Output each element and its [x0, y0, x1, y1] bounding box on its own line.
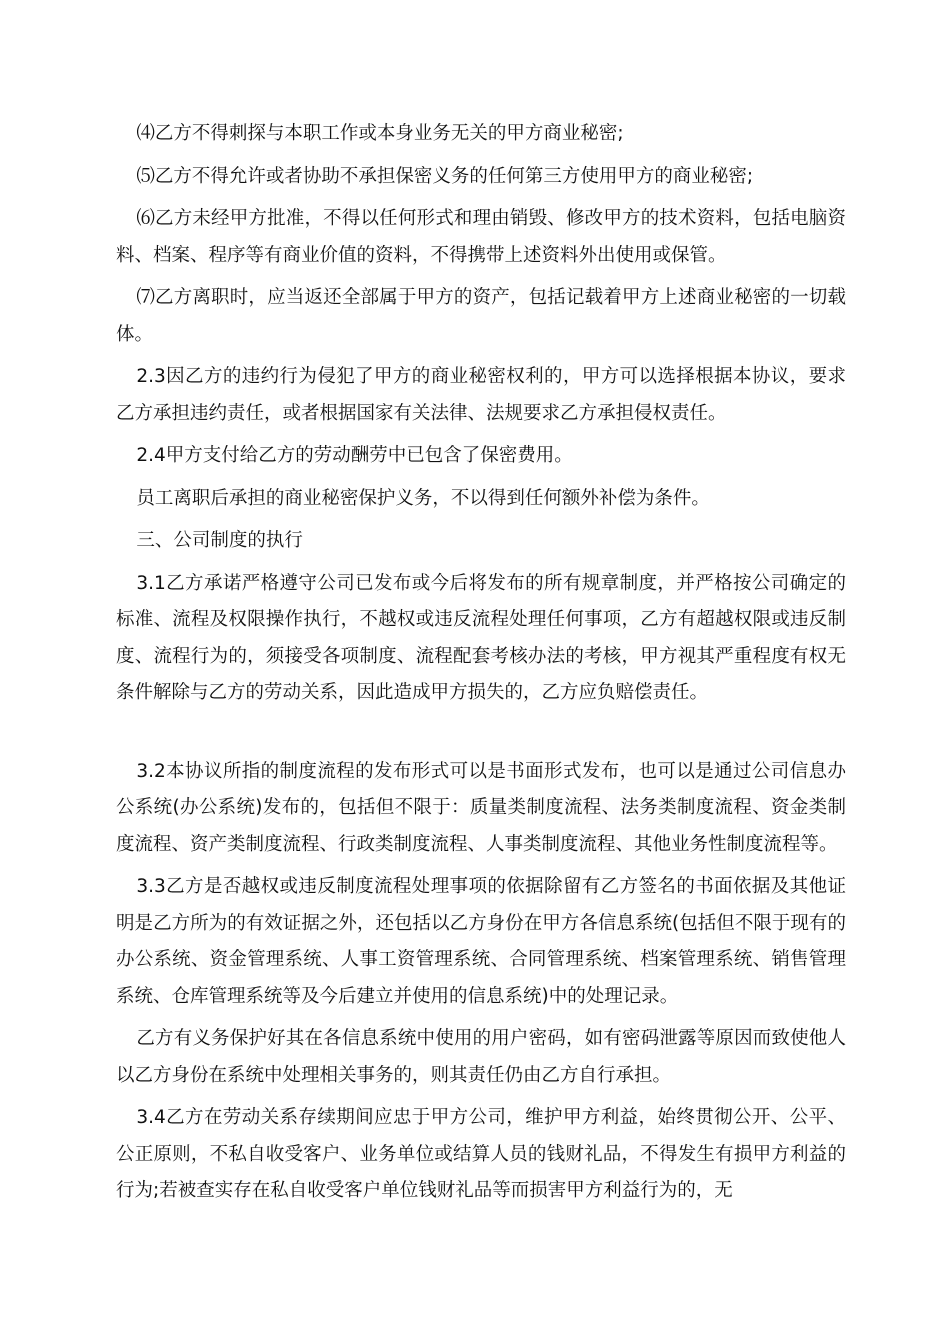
clause-6: ⑹乙方未经甲方批准，不得以任何形式和理由销毁、修改甲方的技术资料，包括电脑资料、档案、程序等有商业价值的资料，不得携带上述资料外出使用或保管。	[116, 208, 846, 266]
clause-7: ⑺乙方离职时，应当返还全部属于甲方的资产，包括记载着甲方上述商业秘密的一切载体。	[116, 287, 846, 345]
clause-3-3: 3.3乙方是否越权或违反制度流程处理事项的依据除留有乙方签名的书面依据及其他证明是乙方所为的有效证据之外，还包括以乙方身份在甲方各信息系统(包括但不限于现有的办公系统、资金管理系统、人事工资管理系统、合同管理系统、档案管理系统、销售管理系统、仓库管理系统等及今后建立并使用的信息系统)中的处理记录。	[116, 876, 846, 1007]
clause-3-3-note: 乙方有义务保护好其在各信息系统中使用的用户密码，如有密码泄露等原因而致使他人以乙方身份在系统中处理相关事务的，则其责任仍由乙方自行承担。	[116, 1028, 846, 1086]
clause-2-4-note: 员工离职后承担的商业秘密保护义务，不以得到任何额外补偿为条件。	[136, 487, 710, 509]
document-body	[116, 116, 846, 1216]
clause-3-4: 3.4乙方在劳动关系存续期间应忠于甲方公司，维护甲方利益，始终贯彻公开、公平、公正原则，不私自收受客户、业务单位或结算人员的钱财礼品，不得发生有损甲方利益的行为;若被查实存在私自收受客户单位钱财礼品等而损害甲方利益行为的，无	[116, 1107, 846, 1201]
clause-2-4: 2.4甲方支付给乙方的劳动酬劳中已包含了保密费用。	[136, 445, 573, 466]
clause-4: ⑷乙方不得刺探与本职工作或本身业务无关的甲方商业秘密;	[136, 123, 624, 144]
clause-5: ⑸乙方不得允许或者协助不承担保密义务的任何第三方使用甲方的商业秘密;	[136, 165, 754, 187]
clause-3-1: 3.1乙方承诺严格遵守公司已发布或今后将发布的所有规章制度，并严格按公司确定的标准、流程及权限操作执行，不越权或违反流程处理任何事项，乙方有超越权限或违反制度、流程行为的，须接受各项制度、流程配套考核办法的考核，甲方视其严重程度有权无条件解除与乙方的劳动关系，因此造成甲方损失的，乙方应负赔偿责任。	[116, 572, 846, 703]
clause-2-3: 2.3因乙方的违约行为侵犯了甲方的商业秘密权利的，甲方可以选择根据本协议，要求乙方承担违约责任，或者根据国家有关法律、法规要求乙方承担侵权责任。	[116, 366, 846, 424]
section-heading-3: 三、公司制度的执行	[136, 530, 303, 551]
clause-3-2: 3.2本协议所指的制度流程的发布形式可以是书面形式发布，也可以是通过公司信息办公系统(办公系统)发布的，包括但不限于：质量类制度流程、法务类制度流程、资金类制度流程、资产类制度流程、行政类制度流程、人事类制度流程、其他业务性制度流程等。	[116, 760, 846, 855]
blank-line	[116, 718, 846, 754]
